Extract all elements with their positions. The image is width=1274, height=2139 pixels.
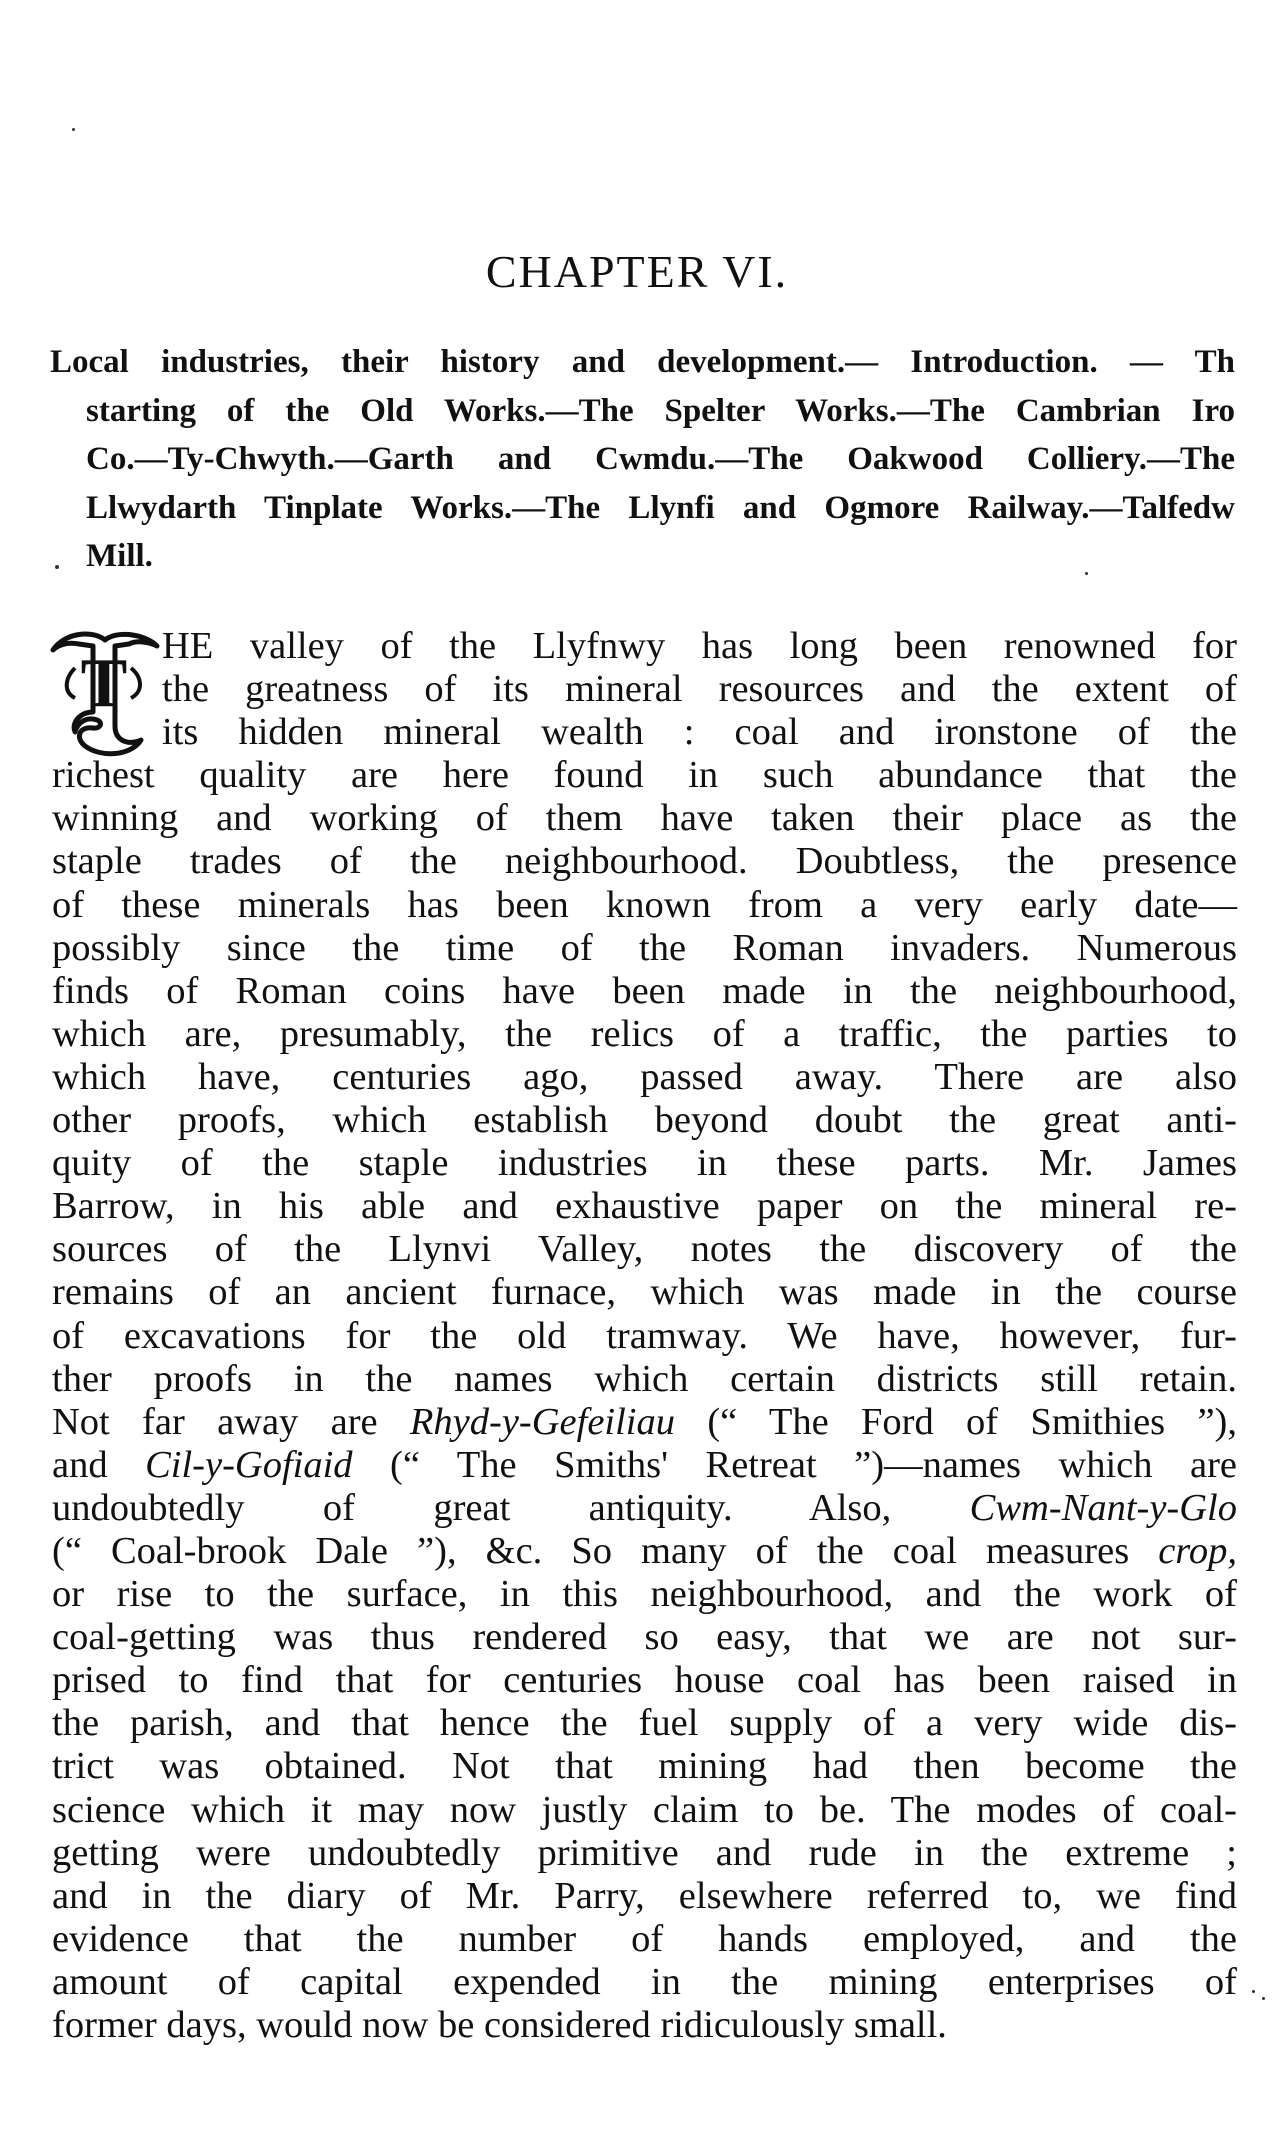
text-run: (“ The Ford of Smithies ”),: [675, 1400, 1237, 1443]
summary-line: starting of the Old Works.—The Spelter Works.—The Cambrian Iro: [86, 392, 1235, 429]
text-line: remains of an ancient furnace, which was made in the course: [52, 1271, 1237, 1314]
text-line: ther proofs in the names which certain districts still retain.: [52, 1357, 1237, 1400]
text-line: getting were undoubtedly primitive and rude in the extreme ;: [52, 1831, 1237, 1874]
text-line: or rise to the surface, in this neighbourhood, and the work of: [52, 1573, 1237, 1616]
text-line: evidence that the number of hands employed, and the: [52, 1917, 1237, 1960]
text-line: possibly since the time of the Roman invaders. Numerous: [52, 926, 1237, 969]
text-line: [52, 1444, 1237, 1487]
text-line: sources of the Llynvi Valley, notes the discovery of the: [52, 1228, 1237, 1271]
welsh-place-name: Cil-y-Gofiaid: [145, 1443, 353, 1486]
welsh-place-name: Cwm-Nant-y-Glo: [969, 1486, 1237, 1529]
text-line: its hidden mineral wealth : coal and ironstone of the: [162, 711, 1237, 754]
text-line: the parish, and that hence the fuel supply of a very wide dis-: [52, 1702, 1237, 1745]
text-line: science which it may now justly claim to be. The modes of coal-: [52, 1788, 1237, 1831]
page-speck: [1262, 1997, 1265, 2000]
text-line: quity of the staple industries in these parts. Mr. James: [52, 1142, 1237, 1185]
text-line: other proofs, which establish beyond doubt the great anti-: [52, 1099, 1237, 1142]
text-line: the greatness of its mineral resources and the extent of: [162, 668, 1237, 711]
italic-term: crop,: [1158, 1529, 1237, 1572]
text-line: finds of Roman coins have been made in the neighbourhood,: [52, 969, 1237, 1012]
chapter-title: CHAPTER VI.: [485, 246, 789, 297]
text-run: Not far away are: [52, 1400, 410, 1443]
text-line: staple trades of the neighbourhood. Doubtless, the presence: [52, 840, 1237, 883]
text-line: which are, presumably, the relics of a traffic, the parties to: [52, 1012, 1237, 1055]
summary-line: Co.—Ty-Chwyth.—Garth and Cwmdu.—The Oakwood Colliery.—The: [86, 441, 1235, 477]
text-line: amount of capital expended in the mining enterprises of: [52, 1960, 1237, 2003]
body-paragraph: [52, 625, 1237, 2047]
summary-line: Local industries, their history and development.— Introduction. — Th: [50, 344, 1235, 380]
text-run: undoubtedly of great antiquity. Also,: [52, 1486, 970, 1529]
page-speck: [72, 128, 75, 131]
text-run: and: [52, 1443, 146, 1486]
text-line: winning and working of them have taken their place as the: [52, 797, 1237, 840]
welsh-place-name: Rhyd-y-Gefeiliau: [409, 1400, 676, 1443]
chapter-summary: [50, 338, 1235, 581]
text-line: and in the diary of Mr. Parry, elsewhere referred to, we find: [52, 1874, 1237, 1917]
text-line: prised to find that for centuries house coal has been raised in: [52, 1659, 1237, 1702]
text-line: which have, centuries ago, passed away. There are also: [52, 1055, 1237, 1098]
summary-line: Mill.: [86, 538, 153, 574]
text-line: trict was obtained. Not that mining had then become the: [52, 1745, 1237, 1788]
text-line: HE valley of the Llyfnwy has long been renowned for: [162, 625, 1237, 667]
text-line: richest quality are here found in such abundance that the: [52, 754, 1237, 797]
text-line: [52, 1487, 1237, 1530]
text-line: of excavations for the old tramway. We have, however, fur-: [52, 1314, 1237, 1357]
text-line: Barrow, in his able and exhaustive paper on the mineral re-: [52, 1185, 1237, 1228]
text-line: of these minerals has been known from a very early date—: [52, 883, 1237, 926]
svg-text:T: T: [80, 645, 128, 722]
text-run: (“ The Smiths' Retreat ”)—names which are: [352, 1443, 1238, 1486]
text-line: [52, 1401, 1237, 1444]
text-run: (“ Coal-brook Dale ”), &c. So many of the coal measures: [52, 1529, 1159, 1572]
text-line: [52, 1530, 1237, 1573]
text-line: former days, would now be considered ridiculously small.: [52, 2004, 947, 2046]
text-line: coal-getting was thus rendered so easy, that we are not sur-: [52, 1616, 1237, 1659]
page-speck: [1252, 1990, 1255, 1993]
summary-line: Llwydarth Tinplate Works.—The Llynfi and Ogmore Railway.—Talfedw: [86, 489, 1235, 526]
